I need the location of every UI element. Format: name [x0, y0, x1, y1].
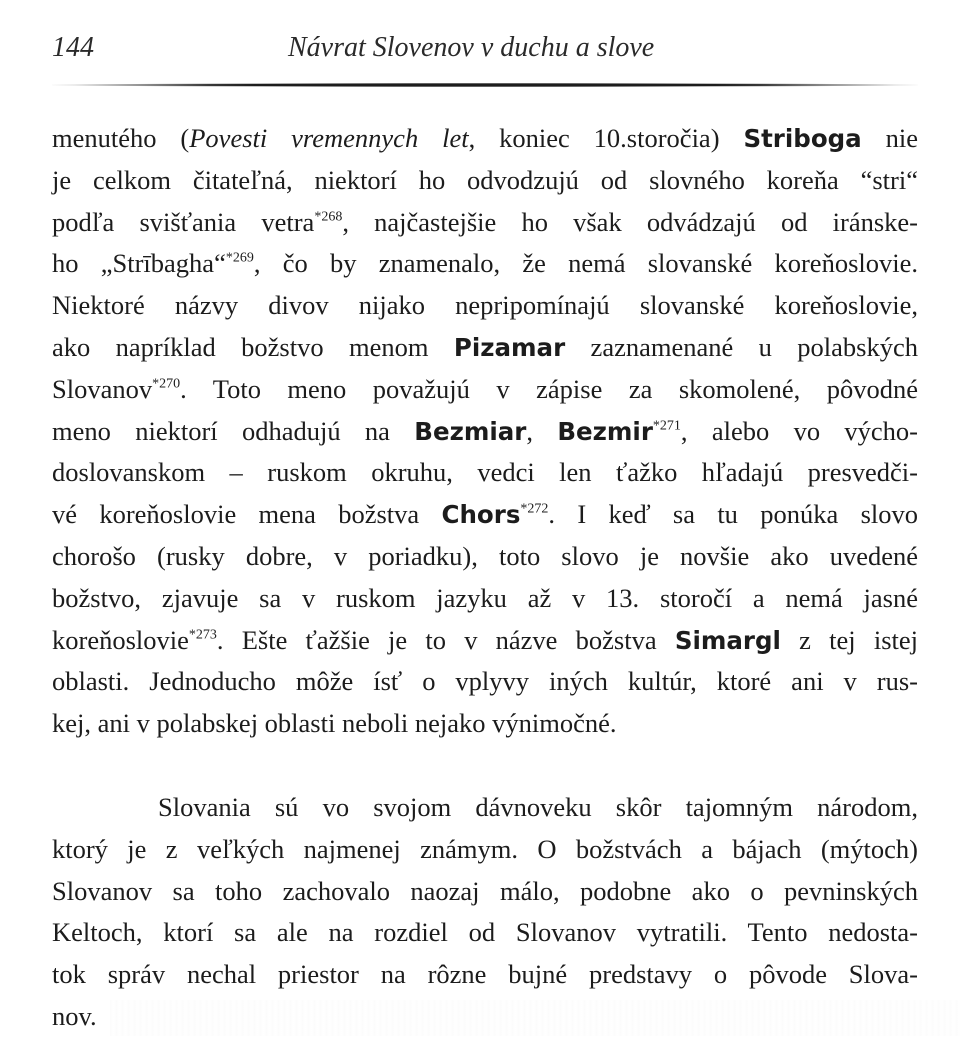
bold-term: Striboga — [743, 124, 862, 153]
text-line: oblasti. Jednoducho môže ísť o vplyvy iných kultúr, ktoré ani v rus- — [52, 666, 918, 697]
text-span: nie — [861, 123, 919, 153]
text-span: , čo by znamenalo, že nemá slovanské koreňoslovie. — [253, 248, 918, 279]
text-line — [52, 494, 918, 536]
text-span: ho „Strībagha“ — [52, 248, 226, 279]
text-line: doslovanskom – ruskom okruhu, vedci len ťažko hľadajú presvedči- — [52, 457, 918, 488]
text-line: božstvo, zjavuje sa v ruskom jazyku až v 13. storočí a nemá jasné — [52, 582, 918, 613]
text-span: menutého ( — [52, 123, 190, 153]
body-text — [52, 118, 918, 1038]
text-line — [52, 118, 918, 160]
footnote-ref: *268 — [314, 209, 343, 225]
text-line — [52, 243, 918, 285]
footnote-ref: *269 — [225, 250, 254, 266]
text-span: , — [526, 415, 558, 446]
text-span: . I keď sa tu ponúka slovo — [548, 499, 918, 530]
text-line: Keltoch, ktorí sa ale na rozdiel od Slovanov vytratili. Tento nedosta- — [52, 917, 918, 948]
text-line: tok správ nechal priestor na rôzne bujné predstavy o pôvode Slova- — [52, 959, 918, 990]
text-line: je celkom čitateľná, niektorí ho odvodzujú od slovného koreňa “stri“ — [52, 164, 918, 195]
text-span: z tej istej — [780, 624, 918, 655]
text-line — [52, 620, 918, 662]
text-line: nov. — [52, 1000, 97, 1031]
text-span: ako napríklad božstvo menom — [52, 331, 454, 362]
footnote-ref: *272 — [520, 501, 549, 517]
footnote-ref: *270 — [152, 376, 181, 392]
text-line: ktorý je z veľkých najmenej známym. O božstvách a bájach (mýtoch) — [52, 833, 918, 864]
text-span: Slovanov — [52, 373, 153, 404]
text-span: . Ešte ťažšie je to v názve božstva — [216, 624, 675, 655]
text-span: vé koreňoslovie mena božstva — [52, 499, 442, 530]
footnote-ref: *271 — [652, 418, 681, 434]
text-line: kej, ani v polabskej oblasti neboli nejako výnimočné. — [52, 708, 617, 739]
text-line: Slovania sú vo svojom dávnoveku skôr tajomným národom, — [158, 791, 918, 822]
footnote-ref: *273 — [188, 627, 217, 643]
text-line — [52, 202, 918, 244]
italic-title: Povesti vremennych let — [189, 123, 469, 153]
text-line — [52, 369, 918, 411]
text-span: zaznamenané u polabských — [565, 331, 918, 362]
page-number: 144 — [52, 32, 94, 63]
bold-term: Simargl — [674, 625, 781, 655]
bold-term: Chors — [441, 500, 521, 530]
bold-term: Pizamar — [453, 332, 566, 362]
text-span: , alebo vo výcho- — [680, 415, 919, 446]
paragraph-gap — [52, 745, 918, 787]
text-span: , koniec 10.storočia) — [468, 123, 744, 153]
running-title: Návrat Slovenov v duchu a slove — [288, 32, 655, 63]
scan-artifact — [110, 1000, 960, 1036]
text-span: podľa svišťania vetra — [52, 206, 315, 237]
text-span: meno niektorí odhadujú na — [52, 415, 415, 446]
text-line — [52, 411, 918, 453]
text-span: , najčastejšie ho však odvádzajú od iránske- — [342, 206, 918, 237]
text-line: chorošo (rusky dobre, v poriadku), toto slovo je novšie ako uvedené — [52, 540, 918, 571]
bold-term: Bezmiar — [414, 416, 527, 446]
text-line: Niektoré názvy divov nijako nepripomínajú slovanské koreňoslovie, — [52, 290, 918, 321]
page-header — [52, 28, 918, 68]
header-rule — [52, 83, 918, 87]
text-line — [52, 327, 918, 369]
text-span: koreňoslovie — [52, 624, 189, 655]
text-line: Slovanov sa toho zachovalo naozaj málo, podobne ako o pevninských — [52, 875, 918, 906]
bold-term: Bezmir — [557, 416, 653, 446]
text-span: . Toto meno považujú v zápise za skomolené, pôvodné — [180, 373, 918, 404]
